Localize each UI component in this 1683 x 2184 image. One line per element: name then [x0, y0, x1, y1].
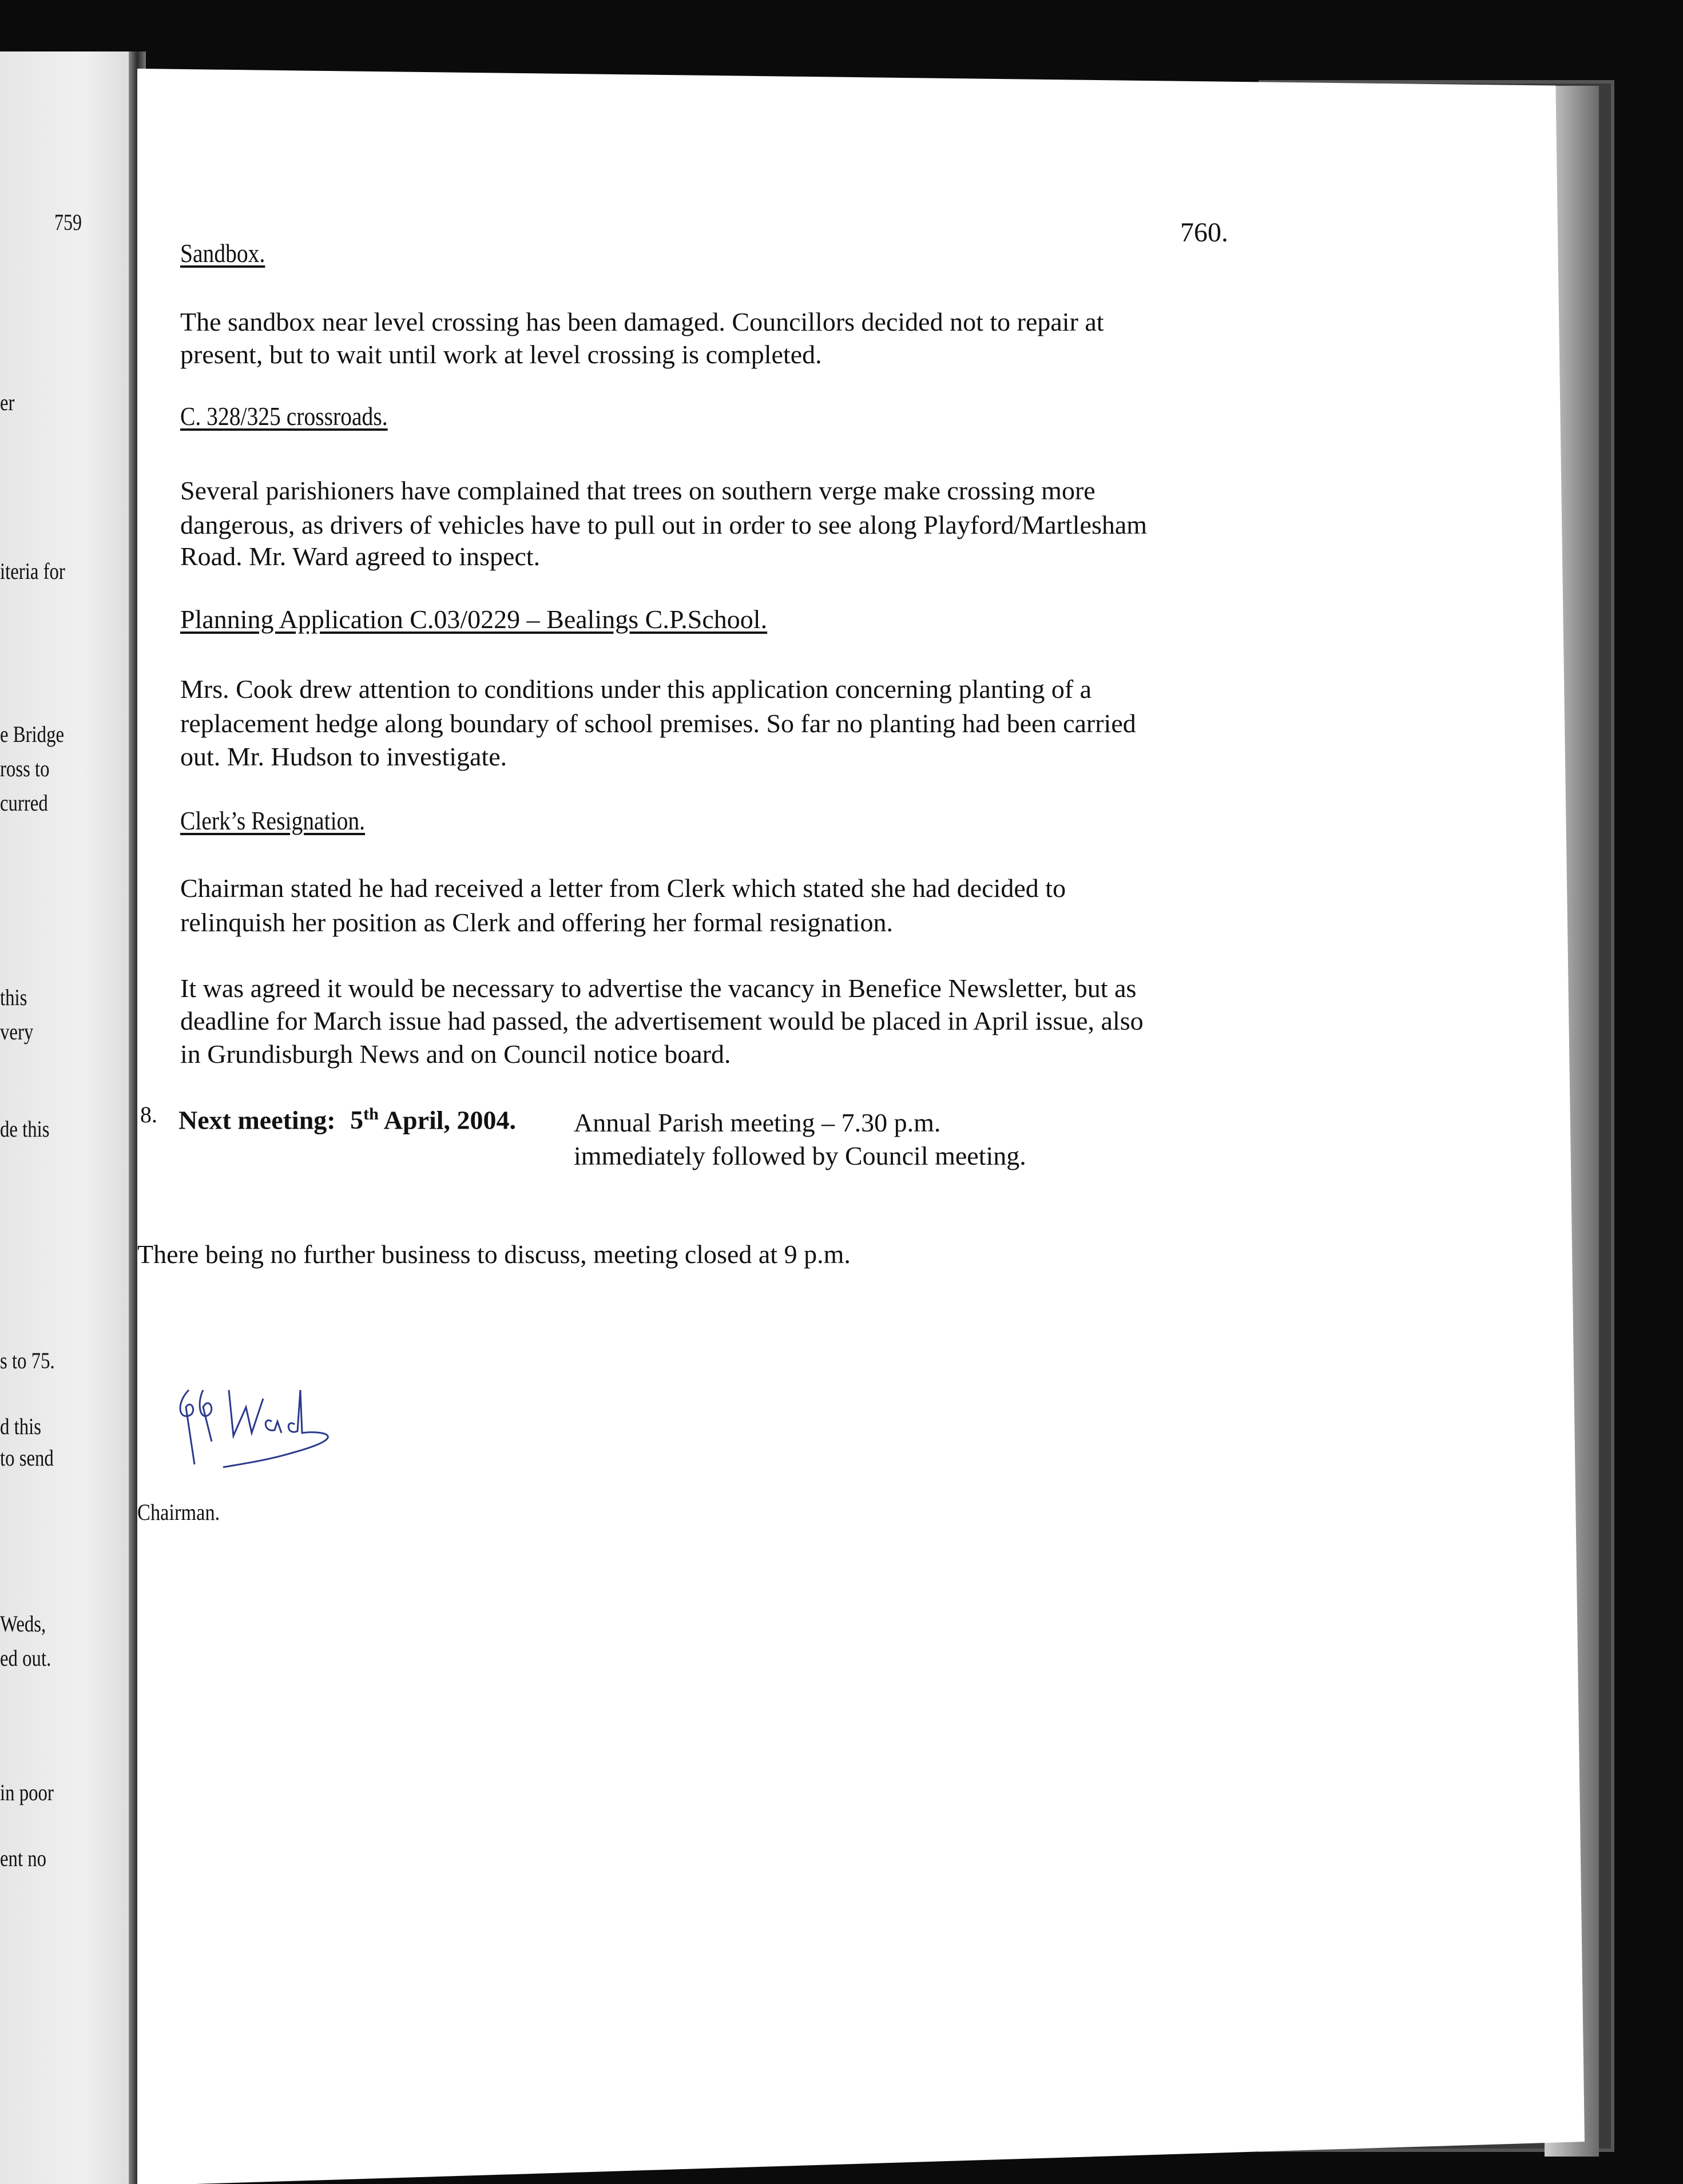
previous-page-fragment: ross to	[0, 756, 50, 781]
previous-page-fragment: e Bridge	[0, 721, 65, 747]
section-heading-resignation: Clerk’s Resignation.	[180, 806, 366, 835]
previous-page-fragment: ent no	[0, 1845, 47, 1871]
previous-page	[0, 51, 140, 2184]
next-meeting-detail: Annual Parish meeting – 7.30 p.m.	[574, 1108, 941, 1137]
paragraph-line: Several parishioners have complained that trees on southern verge make crossing more	[180, 476, 1095, 505]
section-heading-planning: Planning Application C.03/0229 – Bealings C.P.School.	[180, 605, 768, 634]
previous-page-fragment: in poor	[0, 1780, 54, 1805]
page-number: 760.	[1180, 217, 1228, 248]
paragraph-line: Road. Mr. Ward agreed to inspect.	[180, 542, 541, 571]
paragraph-line: dangerous, as drivers of vehicles have to pull out in order to see along Playford/Martlesham	[180, 510, 1148, 539]
closing-statement: There being no further business to discuss, meeting closed at 9 p.m.	[137, 1240, 851, 1269]
section-heading-crossroads: C. 328/325 crossroads.	[180, 402, 388, 431]
paragraph-line: out. Mr. Hudson to investigate.	[180, 742, 507, 771]
chairman-signature	[172, 1367, 366, 1482]
section-heading-sandbox: Sandbox.	[180, 239, 265, 268]
next-meeting-detail: immediately followed by Council meeting.	[574, 1141, 1026, 1170]
paragraph-line: relinquish her position as Clerk and offering her formal resignation.	[180, 908, 893, 937]
previous-page-fragment: this	[0, 984, 27, 1010]
previous-page-fragment: very	[0, 1019, 34, 1045]
paragraph-line: Mrs. Cook drew attention to conditions under this application concerning planting of a	[180, 674, 1092, 704]
next-meeting-day-suffix: th	[363, 1105, 379, 1123]
previous-page-number: 759	[54, 209, 82, 235]
item-number: 8.	[140, 1102, 157, 1127]
signature-role: Chairman.	[137, 1499, 220, 1525]
paragraph-line: Chairman stated he had received a letter from Clerk which stated she had decided to	[180, 873, 1066, 903]
previous-page-fragment: s to 75.	[0, 1348, 55, 1373]
previous-page-fragment: de this	[0, 1116, 50, 1142]
next-meeting-date: April, 2004.	[383, 1105, 517, 1135]
previous-page-fragment: er	[0, 390, 15, 415]
previous-page-fragment: ed out.	[0, 1645, 51, 1671]
paragraph-line: It was agreed it would be necessary to advertise the vacancy in Benefice Newsletter, but as	[180, 974, 1137, 1003]
previous-page-fragment: curred	[0, 790, 48, 816]
paragraph-line: deadline for March issue had passed, the advertisement would be placed in April issue, also	[180, 1006, 1144, 1035]
next-meeting-label-text: Next meeting:	[178, 1105, 336, 1135]
previous-page-fragment: Weds,	[0, 1611, 46, 1637]
paragraph-line: The sandbox near level crossing has been damaged. Councillors decided not to repair at	[180, 307, 1104, 336]
paragraph-line: present, but to wait until work at level crossing is completed.	[180, 340, 822, 369]
paragraph-line: replacement hedge along boundary of school premises. So far no planting had been carried	[180, 709, 1136, 738]
previous-page-fragment: to send	[0, 1445, 54, 1471]
previous-page-fragment: d this	[0, 1413, 41, 1439]
next-meeting-day: 5	[350, 1105, 364, 1135]
previous-page-fragment: iteria for	[0, 558, 65, 584]
paragraph-line: in Grundisburgh News and on Council notice board.	[180, 1039, 731, 1069]
next-meeting-label	[178, 1104, 516, 1136]
